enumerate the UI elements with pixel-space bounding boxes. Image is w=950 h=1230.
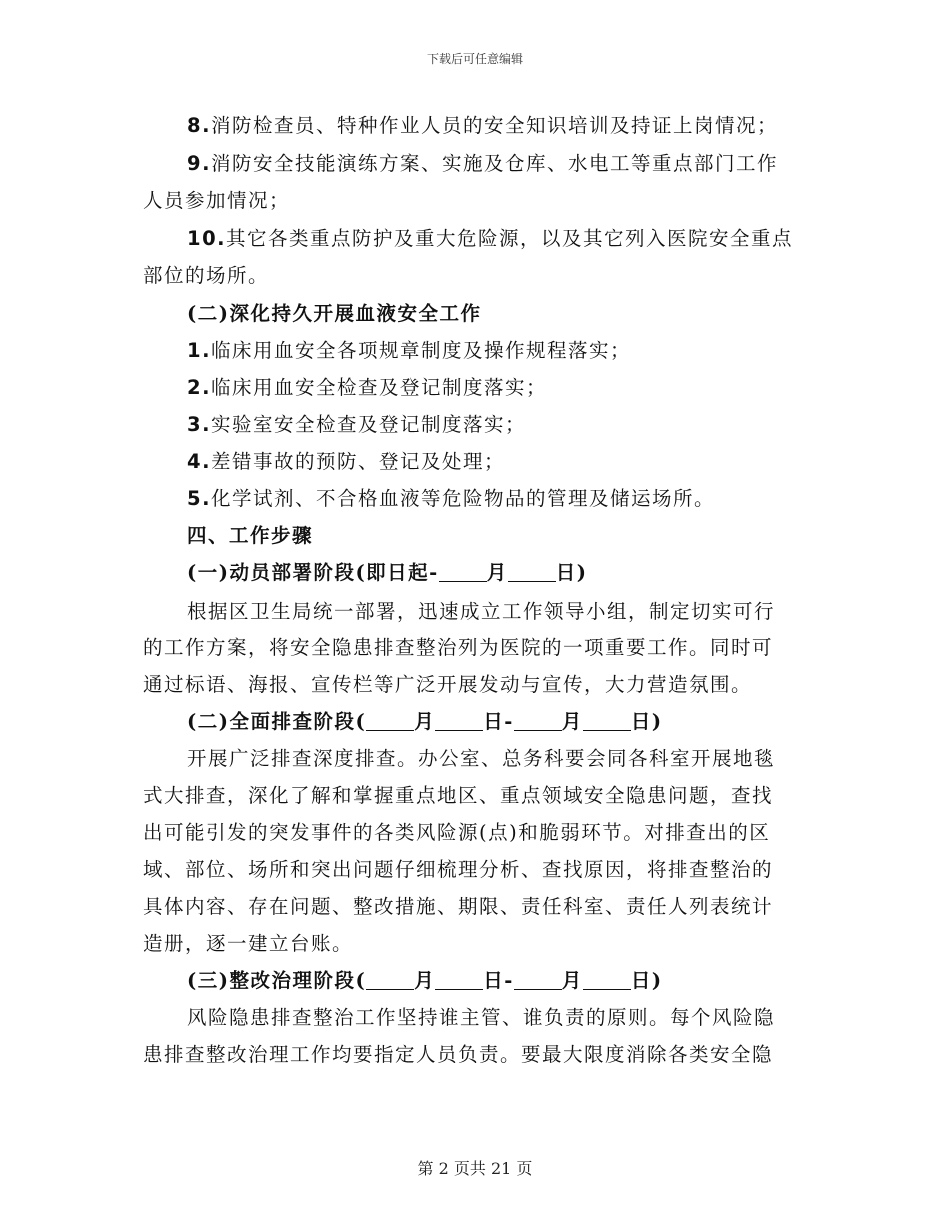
item-number: 10. bbox=[187, 227, 227, 250]
section-heading: 四、工作步骤 bbox=[187, 524, 314, 547]
page-footer: 第 2 页共 21 页 bbox=[417, 1159, 533, 1178]
item-text: 差错事故的预防、登记及处理； bbox=[210, 450, 505, 473]
paragraph-line: 造册，逐一建立台账。 bbox=[143, 932, 354, 955]
heading-text: 日- bbox=[483, 969, 514, 992]
item-number: 8. bbox=[187, 114, 211, 137]
heading-text: 月 bbox=[561, 710, 583, 733]
heading-text: 月 bbox=[414, 969, 436, 992]
list-item bbox=[187, 112, 847, 140]
paragraph-line: 式大排查，深化了解和掌握重点地区、重点领域安全隐患问题，查找 bbox=[143, 784, 774, 807]
list-item bbox=[187, 411, 847, 439]
heading-text: 日- bbox=[483, 710, 514, 733]
list-item bbox=[187, 485, 847, 513]
paragraph-line: 人员参加情况； bbox=[143, 189, 291, 212]
item-text: 消防安全技能演练方案、实施及仓库、水电工等重点部门工作 bbox=[210, 152, 778, 175]
phase-heading bbox=[187, 559, 847, 587]
paragraph-line: 通过标语、海报、宣传栏等广泛开展发动与宣传，大力营造氛围。 bbox=[143, 673, 753, 696]
item-text: 消防检查员、特种作业人员的安全知识培训及持证上岗情况； bbox=[210, 114, 778, 137]
heading-text: (一)动员部署阶段(即日起- bbox=[187, 561, 439, 584]
list-item bbox=[187, 448, 847, 476]
list-item bbox=[187, 374, 847, 402]
date-blank bbox=[583, 969, 631, 990]
heading-text: 日) bbox=[630, 969, 663, 992]
paragraph-line: 出可能引发的突发事件的各类风险源(点)和脆弱环节。对排查出的区 bbox=[143, 821, 771, 844]
item-number: 4. bbox=[187, 450, 211, 473]
list-item bbox=[187, 225, 847, 253]
item-text: 临床用血安全检查及登记制度落实； bbox=[210, 376, 547, 399]
date-blank bbox=[435, 969, 483, 990]
item-text: 实验室安全检查及登记制度落实； bbox=[210, 413, 526, 436]
paragraph-line: 根据区卫生局统一部署，迅速成立工作领导小组，制定切实可行 bbox=[187, 600, 776, 623]
item-text: 化学试剂、不合格血液等危险物品的管理及储运场所。 bbox=[210, 487, 715, 510]
heading-text: 月 bbox=[486, 561, 508, 584]
item-number: 2. bbox=[187, 376, 211, 399]
paragraph-line: 患排查整改治理工作均要指定人员负责。要最大限度消除各类安全隐 bbox=[143, 1043, 774, 1066]
paragraph-line: 域、部位、场所和突出问题仔细梳理分析、查找原因，将排查整治的 bbox=[143, 858, 774, 881]
heading-text: 月 bbox=[414, 710, 436, 733]
paragraph-line: 部位的场所。 bbox=[143, 264, 270, 287]
phase-heading bbox=[187, 708, 847, 736]
heading-text: (三)整改治理阶段( bbox=[187, 969, 367, 992]
paragraph-line: 开展广泛排查深度排查。办公室、总务科要会同各科室开展地毯 bbox=[187, 747, 776, 770]
date-blank bbox=[514, 710, 562, 731]
date-blank bbox=[366, 969, 414, 990]
paragraph-line: 风险隐患排查整治工作坚持谁主管、谁负责的原则。每个风险隐 bbox=[187, 1006, 776, 1029]
item-number: 9. bbox=[187, 152, 211, 175]
date-blank bbox=[435, 710, 483, 731]
date-blank bbox=[439, 561, 487, 582]
heading-text: 日) bbox=[555, 561, 588, 584]
date-blank bbox=[508, 561, 556, 582]
item-number: 1. bbox=[187, 339, 211, 362]
heading-text: (二)全面排查阶段( bbox=[187, 710, 367, 733]
item-number: 5. bbox=[187, 487, 211, 510]
item-text: 临床用血安全各项规章制度及操作规程落实； bbox=[210, 339, 631, 362]
date-blank bbox=[366, 710, 414, 731]
paragraph-line: 的工作方案，将安全隐患排查整治列为医院的一项重要工作。同时可 bbox=[143, 636, 774, 659]
list-item bbox=[187, 150, 847, 178]
date-blank bbox=[514, 969, 562, 990]
heading-text: 日) bbox=[630, 710, 663, 733]
list-item bbox=[187, 337, 847, 365]
paragraph-line: 具体内容、存在问题、整改措施、期限、责任科室、责任人列表统计 bbox=[143, 895, 774, 918]
page-header: 下载后可任意编辑 bbox=[426, 52, 523, 66]
item-number: 3. bbox=[187, 413, 211, 436]
date-blank bbox=[583, 710, 631, 731]
section-heading: (二)深化持久开展血液安全工作 bbox=[187, 302, 482, 325]
phase-heading bbox=[187, 967, 847, 995]
heading-text: 月 bbox=[561, 969, 583, 992]
item-text: 其它各类重点防护及重大危险源，以及其它列入医院安全重点 bbox=[226, 227, 794, 250]
